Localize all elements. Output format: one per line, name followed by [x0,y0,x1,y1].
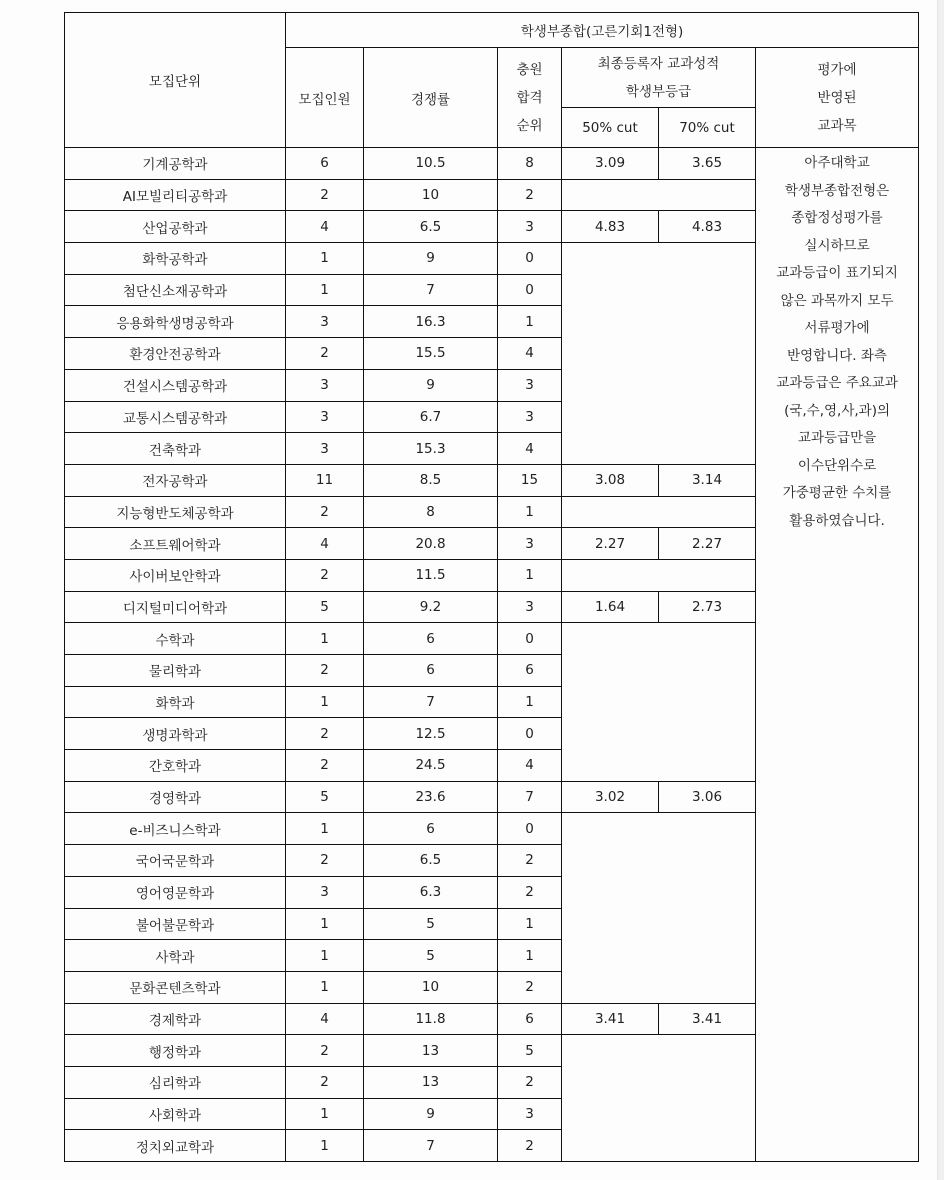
note-line: 이수단위수로 [797,457,877,474]
cell-waitlist: 2 [498,971,562,1003]
cell-waitlist: 15 [498,464,562,496]
cell-recruit: 11 [286,464,364,496]
cell-rate: 10.5 [364,148,498,180]
cell-rate: 15.5 [364,338,498,370]
note-line: 교과등급만을 [797,430,877,446]
cell-unit: 생명과학과 [65,718,286,750]
cell-recruit: 1 [286,813,364,845]
cell-unit: 정치외교학과 [65,1130,286,1162]
cell-unit: 건설시스템공학과 [65,369,286,401]
cell-unit: 기계공학과 [65,148,286,180]
cell-waitlist: 0 [498,813,562,845]
cell-waitlist: 1 [498,940,562,972]
cell-rate: 6.5 [364,211,498,243]
note-line: 교과등급이 표기되지 [776,265,898,281]
note-line: 서류평가에 [804,320,870,336]
cell-waitlist: 3 [498,369,562,401]
cell-cut70: 3.65 [659,148,756,180]
header-unit: 모집단위 [65,13,286,148]
cell-rate: 6 [364,623,498,655]
cell-recruit: 2 [286,718,364,750]
cell-unit: 건축학과 [65,433,286,465]
cell-rate: 6.7 [364,401,498,433]
header-group-title: 학생부종합(고른기회1전형) [286,13,919,48]
cell-unit: 화학공학과 [65,243,286,275]
cell-cut50: 2.27 [562,528,659,560]
cell-recruit: 3 [286,876,364,908]
cell-recruit: 2 [286,655,364,687]
cell-unit: 첨단신소재공학과 [65,274,286,306]
cell-waitlist: 0 [498,274,562,306]
admissions-table [64,12,919,1162]
header-cut70: 70% cut [659,108,756,148]
cell-rate: 24.5 [364,750,498,782]
cell-rate: 7 [364,686,498,718]
cell-waitlist: 1 [498,496,562,528]
cell-waitlist: 4 [498,433,562,465]
cell-rate: 11.5 [364,559,498,591]
cell-recruit: 1 [286,971,364,1003]
cell-recruit: 1 [286,1098,364,1130]
header-subjects [756,48,919,148]
cell-waitlist: 3 [498,1098,562,1130]
cell-waitlist: 7 [498,781,562,813]
cell-waitlist: 3 [498,211,562,243]
cell-rate: 15.3 [364,433,498,465]
cell-rate: 9 [364,1098,498,1130]
header-waitlist-line: 충원 [516,61,543,78]
header-competition: 경쟁률 [364,48,498,148]
note-line: 학생부종합전형은 [784,182,890,199]
cell-unit: 사이버보안학과 [65,559,286,591]
cell-unit: 경제학과 [65,1003,286,1035]
cell-recruit: 2 [286,750,364,782]
cell-rate: 10 [364,179,498,211]
header-subjects-line: 평가에 [817,61,857,78]
cell-rate: 5 [364,940,498,972]
cell-grade-empty [562,1035,756,1162]
cell-unit: 교통시스템공학과 [65,401,286,433]
cell-unit: 디지털미디어학과 [65,591,286,623]
cell-cut70: 3.14 [659,464,756,496]
note-line: 반영합니다. 좌측 [787,347,887,364]
note-line: 가중평균한 수치를 [782,485,892,501]
cell-recruit: 6 [286,148,364,180]
cell-waitlist: 2 [498,1066,562,1098]
cell-recruit: 2 [286,496,364,528]
cell-unit: 국어국문학과 [65,845,286,877]
cell-recruit: 1 [286,274,364,306]
note-line: 실시하므로 [804,237,870,254]
note-line: 아주대학교 [804,155,870,171]
cell-recruit: 3 [286,433,364,465]
cell-waitlist: 2 [498,876,562,908]
note-cell [756,148,919,1162]
cell-waitlist: 1 [498,686,562,718]
note-line: (국,수,영,사,과)의 [784,402,891,419]
cell-waitlist: 6 [498,655,562,687]
cell-rate: 9 [364,243,498,275]
cell-grade-empty [562,243,756,465]
cell-unit: 심리학과 [65,1066,286,1098]
cell-unit: AI모빌리티공학과 [65,179,286,211]
header-waitlist-line: 순위 [516,117,543,134]
cell-recruit: 2 [286,179,364,211]
cell-recruit: 3 [286,401,364,433]
cell-cut50: 1.64 [562,591,659,623]
cell-unit: 사학과 [65,940,286,972]
cell-rate: 8 [364,496,498,528]
cell-grade-empty [562,813,756,1003]
cell-recruit: 5 [286,591,364,623]
cell-rate: 13 [364,1066,498,1098]
cell-waitlist: 1 [498,306,562,338]
note-line: 활용하였습니다. [789,512,885,529]
cell-waitlist: 0 [498,243,562,275]
cell-unit: 간호학과 [65,750,286,782]
cell-recruit: 1 [286,623,364,655]
note-line: 교과등급은 주요교과 [776,375,898,391]
cell-rate: 7 [364,1130,498,1162]
cell-recruit: 3 [286,369,364,401]
cell-unit: e-비즈니스학과 [65,813,286,845]
cell-rate: 23.6 [364,781,498,813]
header-recruit: 모집인원 [286,48,364,148]
cell-rate: 6 [364,813,498,845]
cell-unit: 물리학과 [65,655,286,687]
cell-waitlist: 2 [498,1130,562,1162]
cell-unit: 전자공학과 [65,464,286,496]
header-grade [562,48,756,108]
cell-unit: 산업공학과 [65,211,286,243]
header-grade-line: 최종등록자 교과성적 [597,55,720,72]
cell-unit: 소프트웨어학과 [65,528,286,560]
cell-cut70: 2.73 [659,591,756,623]
cell-rate: 8.5 [364,464,498,496]
cell-unit: 경영학과 [65,781,286,813]
cell-waitlist: 1 [498,908,562,940]
cell-waitlist: 2 [498,179,562,211]
cell-waitlist: 8 [498,148,562,180]
cell-rate: 12.5 [364,718,498,750]
header-waitlist-line: 합격 [516,89,543,106]
cell-unit: 수학과 [65,623,286,655]
cell-waitlist: 0 [498,623,562,655]
header-subjects-line: 교과목 [817,117,857,134]
cell-unit: 지능형반도체공학과 [65,496,286,528]
cell-recruit: 1 [286,908,364,940]
cell-rate: 13 [364,1035,498,1067]
cell-unit: 문화콘텐츠학과 [65,971,286,1003]
cell-cut50: 3.09 [562,148,659,180]
cell-recruit: 2 [286,1066,364,1098]
cell-cut50: 3.02 [562,781,659,813]
header-cut50: 50% cut [562,108,659,148]
cell-waitlist: 5 [498,1035,562,1067]
cell-grade-empty [562,559,756,591]
cell-unit: 환경안전공학과 [65,338,286,370]
cell-rate: 9 [364,369,498,401]
cell-waitlist: 3 [498,591,562,623]
cell-rate: 10 [364,971,498,1003]
cell-unit: 사회학과 [65,1098,286,1130]
cell-rate: 11.8 [364,1003,498,1035]
cell-recruit: 1 [286,940,364,972]
cell-cut50: 3.41 [562,1003,659,1035]
cell-unit: 화학과 [65,686,286,718]
cell-recruit: 2 [286,559,364,591]
cell-cut70: 2.27 [659,528,756,560]
cell-cut70: 4.83 [659,211,756,243]
cell-rate: 7 [364,274,498,306]
cell-cut70: 3.06 [659,781,756,813]
header-grade-line: 학생부등급 [625,83,692,100]
cell-recruit: 2 [286,338,364,370]
note-line: 않은 과목까지 모두 [780,292,894,309]
cell-waitlist: 3 [498,401,562,433]
cell-waitlist: 3 [498,528,562,560]
header-subjects-line: 반영된 [817,89,857,106]
cell-recruit: 4 [286,1003,364,1035]
cell-unit: 행정학과 [65,1035,286,1067]
cell-recruit: 5 [286,781,364,813]
cell-cut50: 3.08 [562,464,659,496]
cell-unit: 영어영문학과 [65,876,286,908]
cell-recruit: 1 [286,243,364,275]
cell-cut50: 4.83 [562,211,659,243]
cell-waitlist: 2 [498,845,562,877]
note-line: 종합정성평가를 [791,210,883,226]
cell-rate: 5 [364,908,498,940]
table-row [65,148,919,180]
cell-waitlist: 0 [498,718,562,750]
cell-recruit: 1 [286,686,364,718]
cell-grade-empty [562,496,756,528]
cell-rate: 16.3 [364,306,498,338]
cell-recruit: 4 [286,528,364,560]
cell-recruit: 1 [286,1130,364,1162]
cell-unit: 응용화학생명공학과 [65,306,286,338]
cell-waitlist: 4 [498,338,562,370]
cell-cut70: 3.41 [659,1003,756,1035]
cell-recruit: 4 [286,211,364,243]
header-waitlist-rank [498,48,562,148]
cell-recruit: 2 [286,845,364,877]
cell-unit: 불어불문학과 [65,908,286,940]
cell-rate: 9.2 [364,591,498,623]
cell-waitlist: 1 [498,559,562,591]
cell-recruit: 2 [286,1035,364,1067]
cell-waitlist: 4 [498,750,562,782]
cell-rate: 20.8 [364,528,498,560]
cell-rate: 6.5 [364,845,498,877]
cell-grade-empty [562,623,756,781]
cell-rate: 6 [364,655,498,687]
cell-waitlist: 6 [498,1003,562,1035]
scrollbar-track[interactable] [937,0,944,1180]
cell-rate: 6.3 [364,876,498,908]
cell-recruit: 3 [286,306,364,338]
cell-grade-empty [562,179,756,211]
